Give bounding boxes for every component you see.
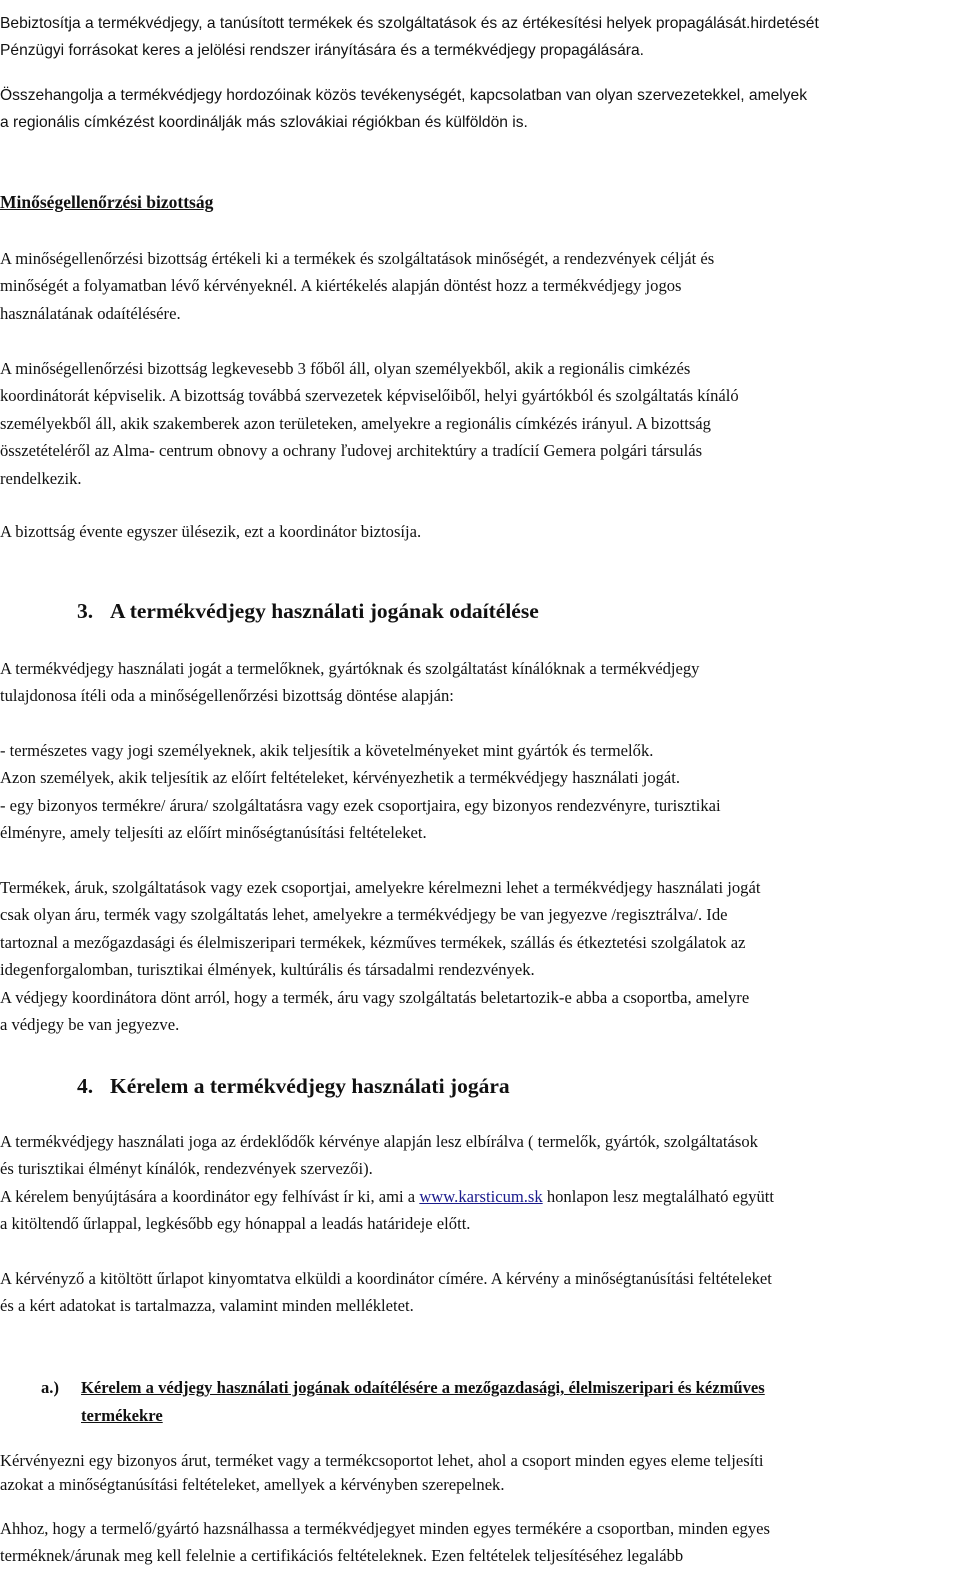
section-3-paragraph-2 xyxy=(0,737,950,847)
text-line: Termékek, áruk, szolgáltatások vagy ezek csoportjai, amelyekre kérelmezni lehet a termékvédjegy használati jogát xyxy=(0,878,761,897)
text-line: A bizottság évente egyszer ülésezik, ezt a koordinátor biztosíja. xyxy=(0,522,422,541)
text-segment: honlapon lesz megtalálható együtt xyxy=(542,1187,774,1206)
subsection-a-paragraph-2 xyxy=(0,1515,950,1569)
text-line: azokat a minőségtanúsítási feltételeket, amellyek a kérvényben szerepelnek. xyxy=(0,1475,505,1494)
quality-paragraph-2 xyxy=(0,355,950,492)
text-line: tartoznal a mezőgazdasági és élelmiszeripari termékek, kézműves termékek, szállás és étkeztetési szolgálatok az xyxy=(0,932,746,952)
text-line: minőségét a folyamatban lévő kérvényeknél. A kiértékelés alapján döntést hozz a termékvédjegy jogos xyxy=(0,276,682,296)
subsection-marker: a.) xyxy=(41,1378,59,1397)
text-line xyxy=(0,1183,950,1210)
section-title: Kérelem a termékvédjegy használati jogára xyxy=(110,1074,510,1098)
text-line: csak olyan áru, termék vagy szolgáltatás lehet, amelyekre a termékvédjegy be van jegyezve /regisztrálva/. Ide xyxy=(0,905,728,925)
text-line: a védjegy be van jegyezve. xyxy=(0,1015,180,1035)
subsection-title xyxy=(81,1374,765,1430)
text-line: és a kért adatokat is tartalmazza, valamint minden mellékletet. xyxy=(0,1296,414,1316)
text-line: terméknek/árunak meg kell felelnie a certifikációs feltételeknek. Ezen feltételek teljesítéséhez legalább xyxy=(0,1546,684,1565)
text-line: A minőségellenőrzési bizottság értékeli ki a termékek és szolgáltatások minőségét, a rendezvények célját és xyxy=(0,249,715,268)
text-line: Pénzügyi forrásokat keres a jelölési rendszer irányítására és a termékvédjegy propagálására. xyxy=(0,42,645,60)
text-line: Bebiztosítja a termékvédjegy, a tanúsított termékek és szolgáltatások és az értékesítési helyek propagálását.hirdetését xyxy=(0,15,819,32)
text-line: Kérvényezni egy bizonyos árut, terméket vagy a termékcsoportot lehet, ahol a csoport minden egyes eleme teljesíti xyxy=(0,1451,764,1470)
section-3-heading xyxy=(0,597,950,625)
text-segment: A kérelem benyújtására a koordinátor egy felhívást ír ki, ami a xyxy=(0,1187,420,1206)
text-line: a regionális címkézést koordinálják más szlovákiai régiókban és külföldön is. xyxy=(0,114,528,132)
text-line: Azon személyek, akik teljesítik az előírt feltételeket, kérvényezhetik a termékvédjegy használati jogát. xyxy=(0,768,681,788)
text-line: - egy bizonyos termékre/ árura/ szolgáltatásra vagy ezek csoportjaira, egy bizonyos rendezvényre, turisztikai xyxy=(0,795,721,815)
intro-paragraph-2 xyxy=(0,82,950,137)
text-line: Ahhoz, hogy a termelő/gyártó hazsnálhassa a termékvédjegyet minden egyes termékére a csoportban, minden egyes xyxy=(0,1519,770,1538)
text-line: használatának odaítélésére. xyxy=(0,303,181,323)
text-line: A védjegy koordinátora dönt arról, hogy a termék, áru vagy szolgáltatás beletartozik-e abba a csoportba, amelyre xyxy=(0,987,750,1007)
text-line: koordinátorát képviselik. A bizottság továbbá szervezetek képviselőiből, helyi gyártókból és szolgáltatás kínáló xyxy=(0,386,739,406)
text-line: tulajdonosa ítéli oda a minőségellenőrzési bizottság döntése alapján: xyxy=(0,686,454,706)
section-title: A termékvédjegy használati jogának odaítélése xyxy=(110,599,539,623)
subsection-a-heading xyxy=(0,1374,950,1432)
section-title-quality-committee: Minőségellenőrzési bizottság xyxy=(0,192,214,212)
section-4-paragraph-2 xyxy=(0,1183,950,1238)
section-4-heading xyxy=(0,1072,950,1100)
text-line: - természetes vagy jogi személyeknek, akik teljesítik a követelményeket mint gyártók és termelők. xyxy=(0,741,654,760)
text-line: összetételéről az Alma- centrum obnovy a ochrany ľudovej architektúry a tradícií Gemera polgári társulás xyxy=(0,441,703,461)
text-line: A kérvényző a kitöltött űrlapot kinyomtatva elküldi a koordinátor címére. A kérvény a minőségtanúsítási feltételeket xyxy=(0,1269,772,1288)
karsticum-link[interactable]: www.karsticum.sk xyxy=(419,1187,543,1206)
text-line: idegenforgalomban, turisztikai élmények, kultúrális és társadalmi rendezvények. xyxy=(0,960,535,980)
text-line: rendelkezik. xyxy=(0,468,82,488)
section-4-paragraph-3 xyxy=(0,1265,950,1320)
intro-paragraph-1 xyxy=(0,10,950,65)
text-line: A minőségellenőrzési bizottság legkevesebb 3 főből áll, olyan személyekből, akik a regionális cimkézés xyxy=(0,359,691,378)
text-line: élményre, amely teljesíti az előírt minőségtanúsítási feltételeket. xyxy=(0,823,427,843)
quality-paragraph-1 xyxy=(0,245,950,327)
section-number: 3. xyxy=(77,599,94,623)
text-line: a kitöltendő űrlappal, legkésőbb egy hónappal a leadás határideje előtt. xyxy=(0,1214,471,1234)
title-line: Kérelem a védjegy használati jogának odaítélésére a mezőgazdasági, élelmiszeripari és kézműves xyxy=(81,1378,765,1397)
section-3-paragraph-3 xyxy=(0,874,950,1038)
text-line: A termékvédjegy használati jogát a termelőknek, gyártóknak és szolgáltatást kínálóknak a termékvédjegy xyxy=(0,659,700,678)
text-line: A termékvédjegy használati joga az érdeklődők kérvénye alapján lesz elbírálva ( termelők, gyártók, szolgáltatások xyxy=(0,1132,758,1151)
text-line: személyekből áll, akik szakemberek azon területeken, amelyekre a regionális címkézés irányul. A bizottság xyxy=(0,413,711,433)
text-line: és turisztikai élményt kínálók, rendezvények szervezői). xyxy=(0,1159,373,1179)
section-3-paragraph-1 xyxy=(0,655,950,710)
title-line: termékekre xyxy=(81,1406,163,1425)
section-4-paragraph-1 xyxy=(0,1128,950,1183)
text-line: Összehangolja a termékvédjegy hordozóinak közös tevékenységét, kapcsolatban van olyan szervezetekkel, amelyek xyxy=(0,87,807,104)
subsection-a-paragraph-1 xyxy=(0,1449,950,1497)
quality-paragraph-3 xyxy=(0,518,950,545)
section-number: 4. xyxy=(77,1074,94,1098)
